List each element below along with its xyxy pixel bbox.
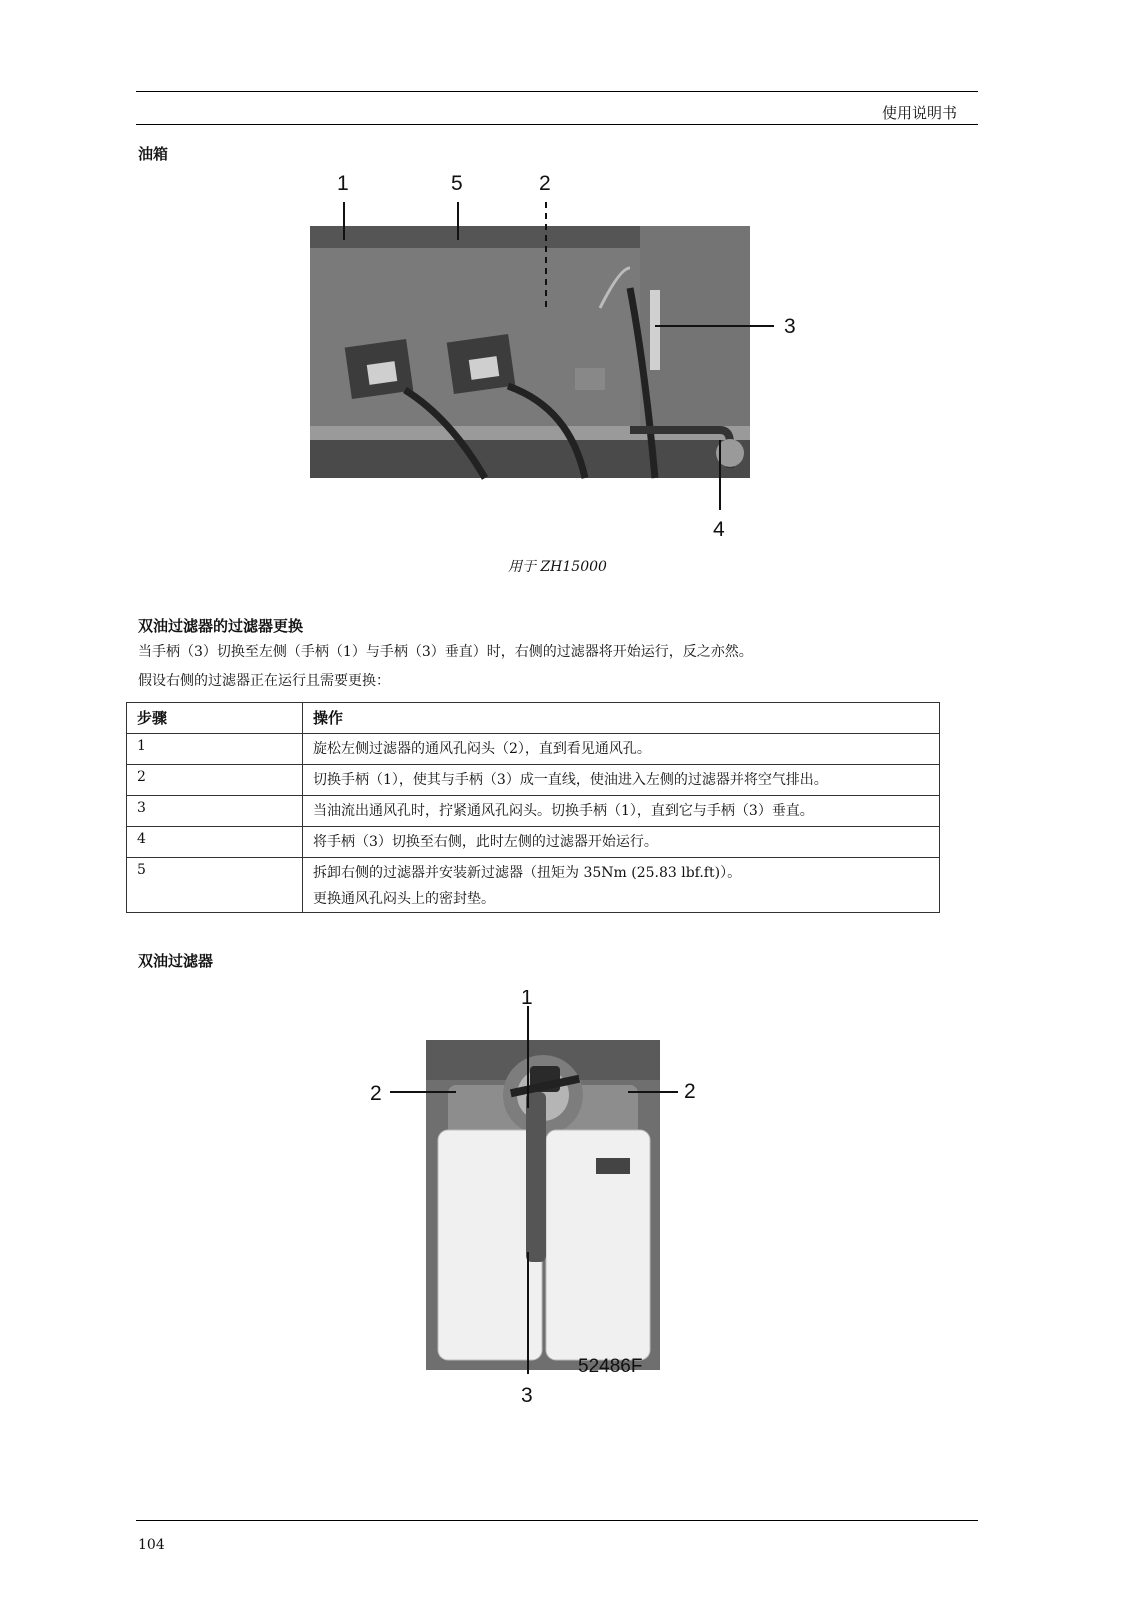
section-heading-dual-oil-filter: 双油过滤器 <box>138 952 214 970</box>
callout-2-right: 2 <box>684 1080 696 1103</box>
oil-tank-figure <box>300 168 840 548</box>
table-row <box>127 765 940 796</box>
callout-1: 1 <box>337 172 349 195</box>
footer-rule <box>136 1520 978 1521</box>
callout-5: 5 <box>451 172 463 195</box>
callout-2: 2 <box>539 172 551 195</box>
step-action: 旋松左侧过滤器的通风孔闷头（2），直到看见通风孔。 <box>303 734 940 765</box>
table-row <box>127 796 940 827</box>
header-bottom-rule <box>136 124 978 125</box>
figure-code: 52486F <box>578 1356 643 1377</box>
section-heading-oil-tank: 油箱 <box>138 145 169 163</box>
header-top-rule <box>136 91 978 92</box>
step-action-continued: 更换通风孔闷头上的密封垫。 <box>313 891 495 907</box>
paragraph-handle-info: 当手柄（3）切换至左侧（手柄（1）与手柄（3）垂直）时，右侧的过滤器将开始运行，反之亦然。 <box>138 644 753 660</box>
step-action-multiline <box>303 858 940 913</box>
step-number: 3 <box>127 796 303 827</box>
figure-caption: 用于 ZH15000 <box>508 559 607 575</box>
steps-table <box>126 702 940 913</box>
section-heading-filter-replacement: 双油过滤器的过滤器更换 <box>138 617 304 635</box>
paragraph-assumption: 假设右侧的过滤器正在运行且需要更换： <box>138 673 390 689</box>
column-header-step: 步骤 <box>127 703 303 734</box>
callout-1: 1 <box>521 990 533 1009</box>
step-action: 当油流出通风孔时，拧紧通风孔闷头。切换手柄（1），直到它与手柄（3）垂直。 <box>303 796 940 827</box>
callout-4: 4 <box>713 518 725 541</box>
step-number: 4 <box>127 827 303 858</box>
oil-tank-photo <box>310 226 750 478</box>
table-row <box>127 858 940 913</box>
callout-3: 3 <box>521 1384 533 1407</box>
table-row <box>127 827 940 858</box>
step-action: 切换手柄（1），使其与手柄（3）成一直线，使油进入左侧的过滤器并将空气排出。 <box>303 765 940 796</box>
table-header-row <box>127 703 940 734</box>
column-header-action: 操作 <box>303 703 940 734</box>
step-number: 5 <box>127 858 303 913</box>
page-number: 104 <box>138 1537 165 1553</box>
callout-3: 3 <box>784 315 796 338</box>
table-row <box>127 734 940 765</box>
dual-filter-figure <box>360 990 720 1430</box>
header-title: 使用说明书 <box>881 104 957 122</box>
step-action: 拆卸右侧的过滤器并安装新过滤器（扭矩为 35Nm (25.83 lbf.ft)）。 <box>313 865 742 881</box>
dual-filter-photo <box>426 1040 660 1370</box>
step-number: 2 <box>127 765 303 796</box>
step-number: 1 <box>127 734 303 765</box>
callout-2-left: 2 <box>370 1082 382 1105</box>
step-action: 将手柄（3）切换至右侧，此时左侧的过滤器开始运行。 <box>303 827 940 858</box>
